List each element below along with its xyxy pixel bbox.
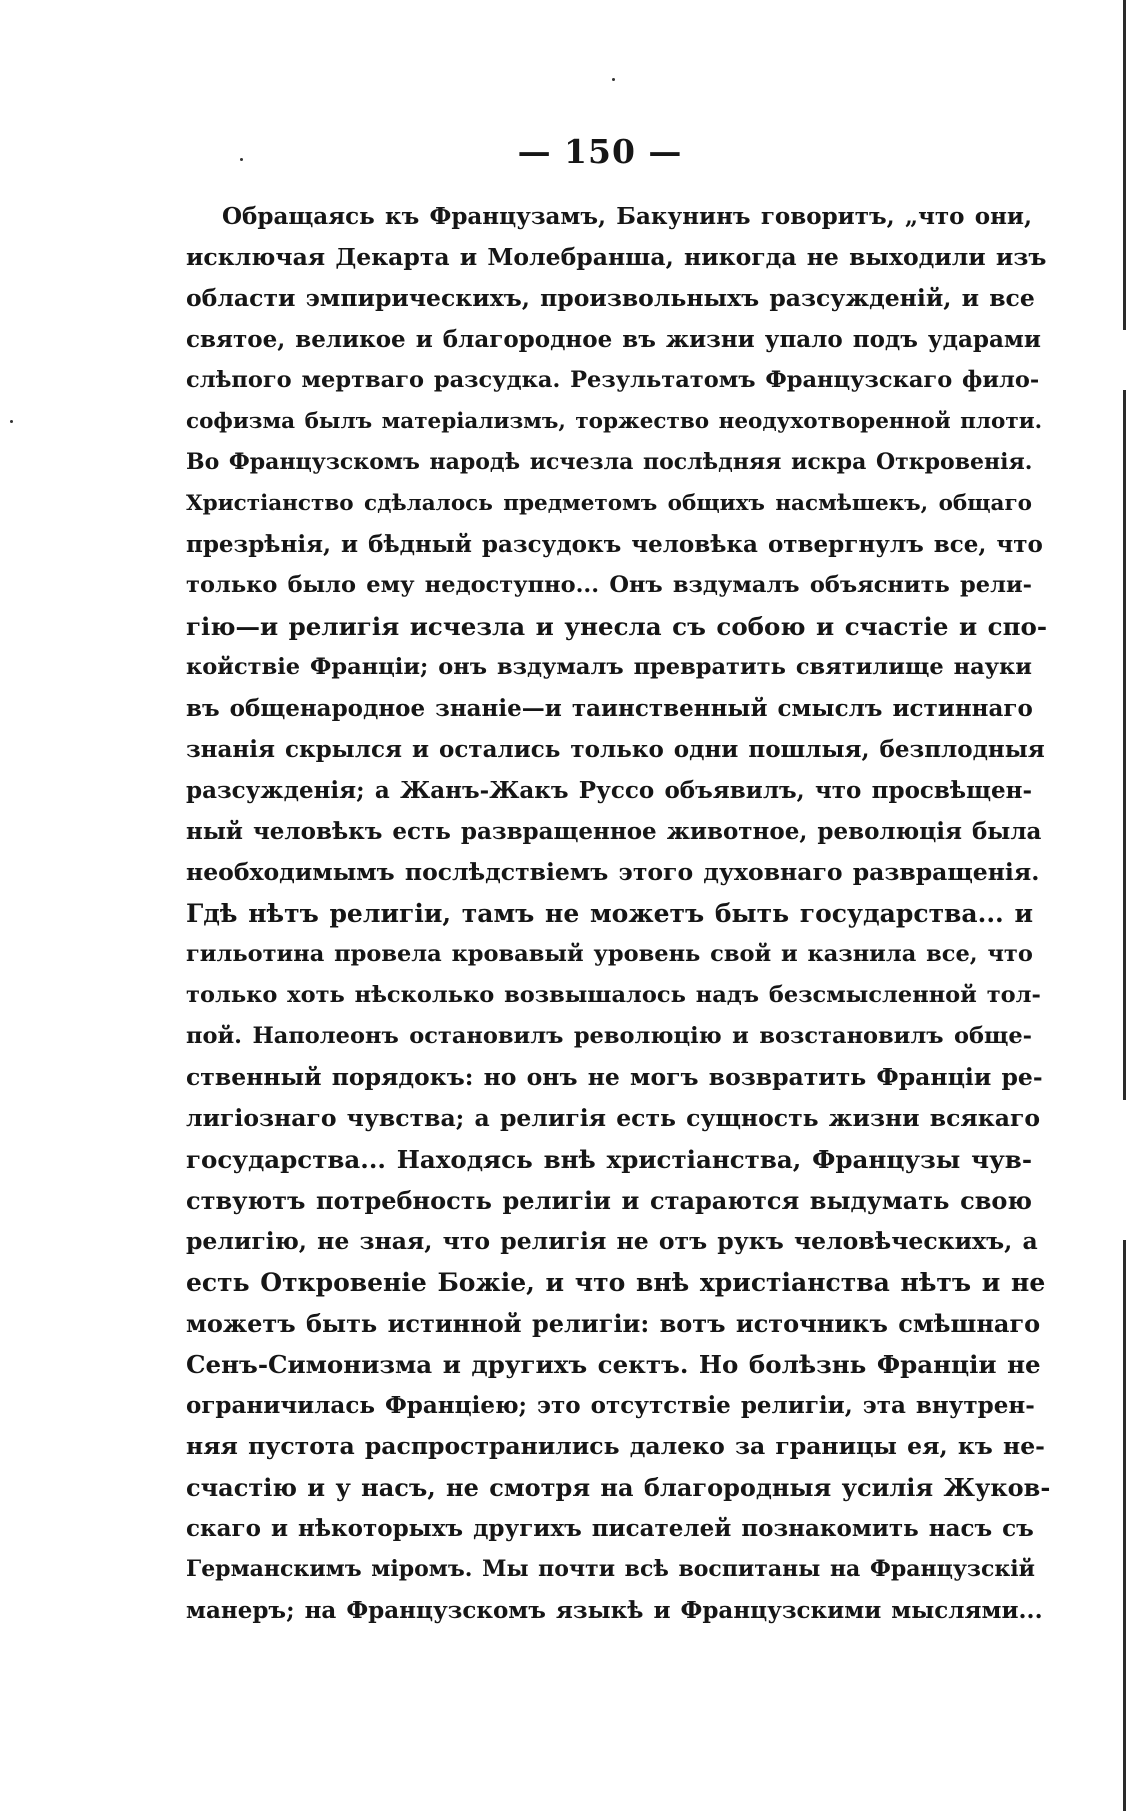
text-line: ствуютъ потребность религіи и стараются выдумать свою [186, 1186, 1032, 1215]
text-line: пой. Наполеонъ остановилъ революцію и возстановилъ обще- [186, 1023, 1032, 1049]
text-line: есть Откровеніе Божіе, и что внѣ христіанства нѣтъ и не [186, 1268, 1046, 1297]
body-paragraph [186, 196, 1051, 1631]
text-line: Гдѣ нѣтъ религіи, тамъ не можетъ быть государства... и [186, 899, 1033, 928]
scan-border-gap [1122, 330, 1127, 390]
text-line: слѣпого мертваго разсудка. Результатомъ Французскаго фило- [186, 367, 1040, 393]
scan-border-gap [1122, 1100, 1127, 1240]
text-line: можетъ быть истинной религіи: вотъ источникъ смѣшнаго [186, 1309, 1041, 1338]
text-line: святое, великое и благородное въ жизни упало подъ ударами [186, 326, 1041, 353]
text-line: только было ему недоступно... Онъ вздумалъ объяснить рели- [186, 572, 1032, 598]
text-line: Христіанство сдѣлалось предметомъ общихъ насмѣшекъ, общаго [186, 491, 1032, 516]
text-line: лигіознаго чувства; а религія есть сущность жизни всякаго [186, 1104, 1041, 1132]
text-line: знанія скрылся и остались только одни пошлыя, безплодныя [186, 736, 1045, 763]
text-line: Сенъ-Симонизма и другихъ сектъ. Но болѣзнь Франціи не [186, 1350, 1041, 1379]
text-line: гильотина провела кровавый уровень свой и казнила все, что [186, 941, 1033, 967]
text-line: государства... Находясь внѣ христіанства, Французы чув- [186, 1145, 1032, 1174]
page-number: — 150 — [517, 132, 683, 171]
text-line: Обращаясь къ Французамъ, Бакунинъ говоритъ, „что они, [222, 203, 1032, 230]
text-line: счастію и у насъ, не смотря на благородныя усилія Жуков- [186, 1473, 1051, 1502]
text-line: исключая Декарта и Молебранша, никогда не выходили изъ [186, 243, 1047, 271]
text-line: религію, не зная, что религія не отъ рукъ человѣческихъ, а [186, 1227, 1038, 1255]
scan-speck [10, 420, 13, 423]
text-line: ственный порядокъ: но онъ не могъ возвратить Франціи ре- [186, 1063, 1043, 1091]
text-line: области эмпирическихъ, произвольныхъ разсужденій, и все [186, 284, 1035, 312]
scan-speck [612, 78, 615, 81]
text-line: ный человѣкъ есть развращенное животное, революція была [186, 818, 1042, 845]
text-line: разсужденія; а Жанъ-Жакъ Руссо объявилъ, что просвѣщен- [186, 777, 1032, 804]
text-line: необходимымъ послѣдствіемъ этого духовнаго развращенія. [186, 858, 1040, 886]
text-line: койствіе Франціи; онъ вздумалъ превратить святилище науки [186, 654, 1032, 680]
scan-border-line [1123, 0, 1126, 1811]
text-line: Во Французскомъ народѣ исчезла послѣдняя искра Откровенія. [186, 449, 1033, 475]
text-line: только хоть нѣсколько возвышалось надъ безсмысленной тол- [186, 982, 1041, 1008]
text-line: скаго и нѣкоторыхъ другихъ писателей познакомить насъ съ [186, 1515, 1034, 1542]
text-line: няя пустота распространились далеко за границы ея, къ не- [186, 1432, 1045, 1460]
text-line: манеръ; на Французскомъ языкѣ и Французскими мыслями... [186, 1597, 1043, 1624]
text-line: въ общенародное знаніе—и таинственный смыслъ истиннаго [186, 695, 1033, 722]
text-line: софизма былъ матеріализмъ, торжество неодухотворенной плоти. [186, 409, 1043, 434]
text-line: гію—и религія исчезла и унесла съ собою и счастіе и спо- [186, 612, 1048, 641]
text-line: презрѣнія, и бѣдный разсудокъ человѣка отвергнулъ все, что [186, 531, 1043, 558]
text-line: Германскимъ міромъ. Мы почти всѣ воспитаны на Французскій [186, 1556, 1035, 1582]
text-line: ограничилась Франціею; это отсутствіе религіи, эта внутрен- [186, 1392, 1035, 1419]
